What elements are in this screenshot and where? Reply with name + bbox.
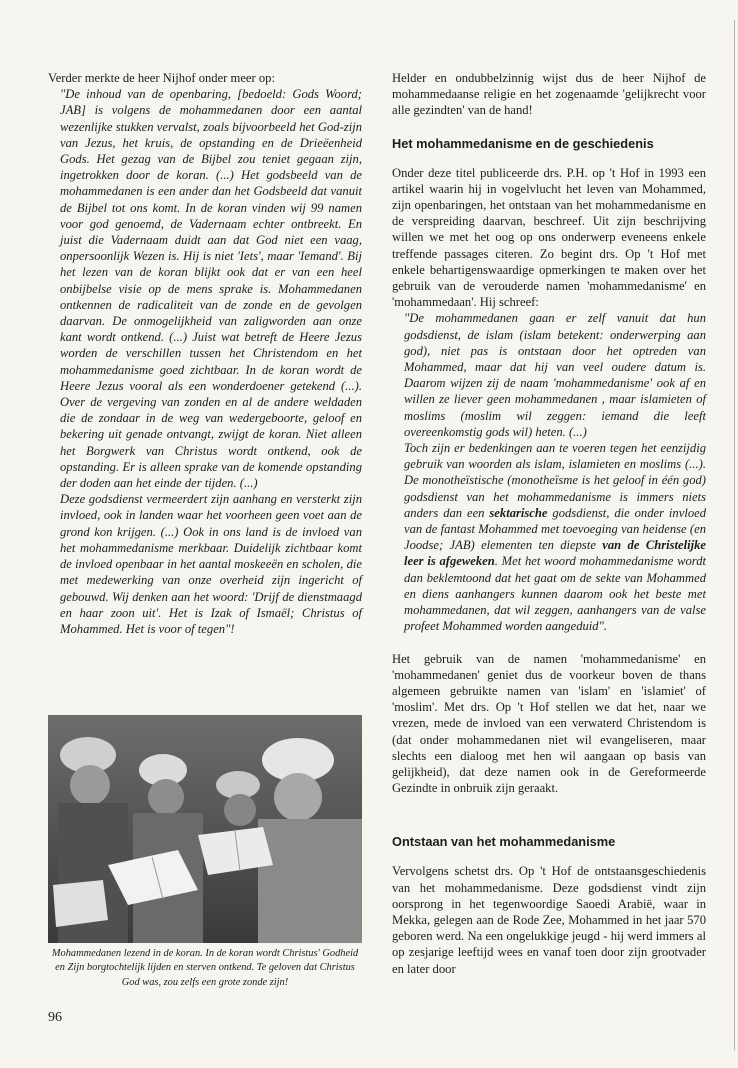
quote-text: godsdienst, die onder invloed van de fantast Mohammed met toevoeging van heidense (en Joodse; JAB) elementen ten diepste [404, 505, 706, 553]
photo-men-reading-koran [48, 715, 362, 943]
right-paragraph: Vervolgens schetst drs. Op 't Hof de ontstaansgeschiedenis van het mohammedanisme. Deze godsdienst vindt zijn oorsprong in het tegenwoordige Saoedi Arabië, waar in Mekka, gelegen aan de Rode Zee, Mohammed in het jaar 570 geboren werd. Na een ongelukkige jeugd - hij werd immers al op zesjarige leeftijd wees en vanaf toen door zijn grootvader en later door [392, 864, 706, 976]
section-heading: Ontstaan van het mohammedanisme [392, 834, 616, 850]
section-heading: Het mohammedanisme en de geschiedenis [392, 135, 654, 151]
right-paragraph: Het gebruik van de namen 'mohammedanisme' en 'mohammedanen' geniet dus de voorkeur boven de thans algemeen gebruikte namen van 'islam' en 'islamiet' of 'moslim'. Met drs. Op 't Hof stellen we dat het, naar we vrezen, mede de invloed van een verwaterd Christendom is (dat onder mohammedanen niet wil evangeliseren, maar slechts een dialoog met hen wil aangaan op basis van gelijkheid), dat deze namen ook in de Gereformeerde Gezindte in onbruik zijn geraakt. [392, 651, 706, 796]
quote-paragraph: "De mohammedanen gaan er zelf vanuit dat hun godsdienst, de islam (islam betekent: onderwerping aan god), niet pas is ontstaan door het optreden van Mohammed, maar dat hij van veel oudere datum is. Daarom wijzen zij de naam 'mohammedanisme' ook af en willen ze liever geen mohammedanen , maar islamieten of moslims (moslim wil zeggen: iemand die leeft overeenkomstig gods wil) heten. (...) [404, 311, 706, 439]
intro-paragraph: Verder merkte de heer Nijhof onder meer op: [48, 71, 275, 85]
right-paragraph: Helder en ondubbelzinnig wijst dus de heer Nijhof de mohammedaanse religie en het zogenaamde 'gelijkrecht voor alle gezindten' van de hand! [392, 71, 706, 118]
nijhof-quote [48, 86, 362, 637]
emphasis-text: sektarische [489, 505, 548, 520]
page-edge-line [734, 20, 735, 1050]
emphasis-text: van de Christelijke leer is afgeweken [404, 538, 706, 569]
right-column [392, 70, 706, 977]
quote-paragraph: Deze godsdienst vermeerdert zijn aanhang en versterkt zijn invloed, ook in landen waar het voorheen geen voet aan de grond kon krijgen. (...) Ook in ons land is de invloed van het mohammedanisme merkbaar. Duidelijk zichtbaar komt de invloed openbaar in het aantal moskeeën en scholen, die met medewerking van onze overheid zijn ingericht of gebouwd. Wij denken aan het woord: 'Drijf de dienstmaagd en haar zoon uit'. Het is Izak of Ismaël; Christus of Mohammed. Het is voor of tegen"! [60, 492, 362, 636]
photo-caption: Mohammedanen lezend in de koran. In de koran wordt Christus' Godheid en Zijn borgtochtelijk lijden en sterven ontkend. Te geloven dat Christus God was, zou zelfs een grote zonde zijn! [51, 948, 359, 988]
quote-text: . Met het woord mohammedanisme wordt dan beklemtoond dat het gaat om de sekte van Mohammed en diens aanhangers kunnen daarom ook het beste met mohammedanen, dat wil zeggen, aanhangers van de valse profeet Mohammed worden aangeduid". [404, 554, 706, 634]
quote-text: Toch zijn er bedenkingen aan te voeren tegen het eenzijdig gebruik van woorden als islam, islamieten en moslims (...). De monotheïstische (monotheïsme is het geloof in één god) godsdienst van het mohammedanisme is immers niets anders dan een [404, 441, 706, 520]
photo-illustration [48, 715, 362, 943]
quote-paragraph [404, 440, 706, 634]
right-paragraph: Onder deze titel publiceerde drs. P.H. op 't Hof in 1993 een artikel waarin hij in vogelvlucht het leven van Mohammed, zijn openbaringen, het ontstaan van het mohammedanisme en de verspreiding daarvan, beschreef. Uit zijn beschrijving willen we met het oog op ons onderwerp eveneens enkele treffende passages citeren. Zo begint drs. Op 't Hof met enkele behartigenswaardige opmerkingen te maken over het gebruik van de verouderde namen 'mohammedanisme' en 'mohammedaan'. Hij schreef: [392, 165, 706, 310]
left-column [48, 70, 362, 637]
page-number: 96 [48, 1010, 62, 1025]
op-t-hof-quote [392, 310, 706, 634]
quote-paragraph: "De inhoud van de openbaring, [bedoeld: Gods Woord; JAB] is volgens de mohammedanen door een aantal wezenlijke stukken vervalst, zoals bijvoorbeeld het God-zijn van Jezus, het kruis, de opstanding en de Drieëenheid Gods. Het gezag van de Bijbel zou teniet gegaan zijn, ingetrokken door de koran. (...) Het godsbeeld van de mohammedanen is een ander dan het Godsbeeld dat vanuit de Bijbel tot ons komt. In de koran vinden wij 99 namen voor god genoemd, de Vadernaam echter ontbreekt. En juist die Vadernaam duidt aan dat God niet een vaag, onpersoonlijk Wezen is. Hij is niet 'Iets', maar 'Iemand'. Bij het lezen van de koran blijkt ook dat er van een heel onbijbelse visie op de mens sprake is. Mohammedanen ontkennen de radicaliteit van de zonde en de gevolgen daarvan. De onmogelijkheid van zaligworden aan onze kant wordt ontkend. (...) Juist wat betreft de Heere Jezus worden de verschillen tussen het Christendom en het mohammedanisme goed zichtbaar. In de koran wordt de Heere Jezus vooral als een wonderdoener getekend (...). Over de vergeving van zonden en al de andere weldaden die de zondaar in de weg van wedergeboorte, geloof en bekering uit genade ontvangt, zwijgt de koran. Niet alleen het Borgwerk van Christus wordt ontkend, ook de opstanding. Er is alleen sprake van de komende opstanding der doden aan het einde der tijden. (...) [60, 87, 362, 491]
